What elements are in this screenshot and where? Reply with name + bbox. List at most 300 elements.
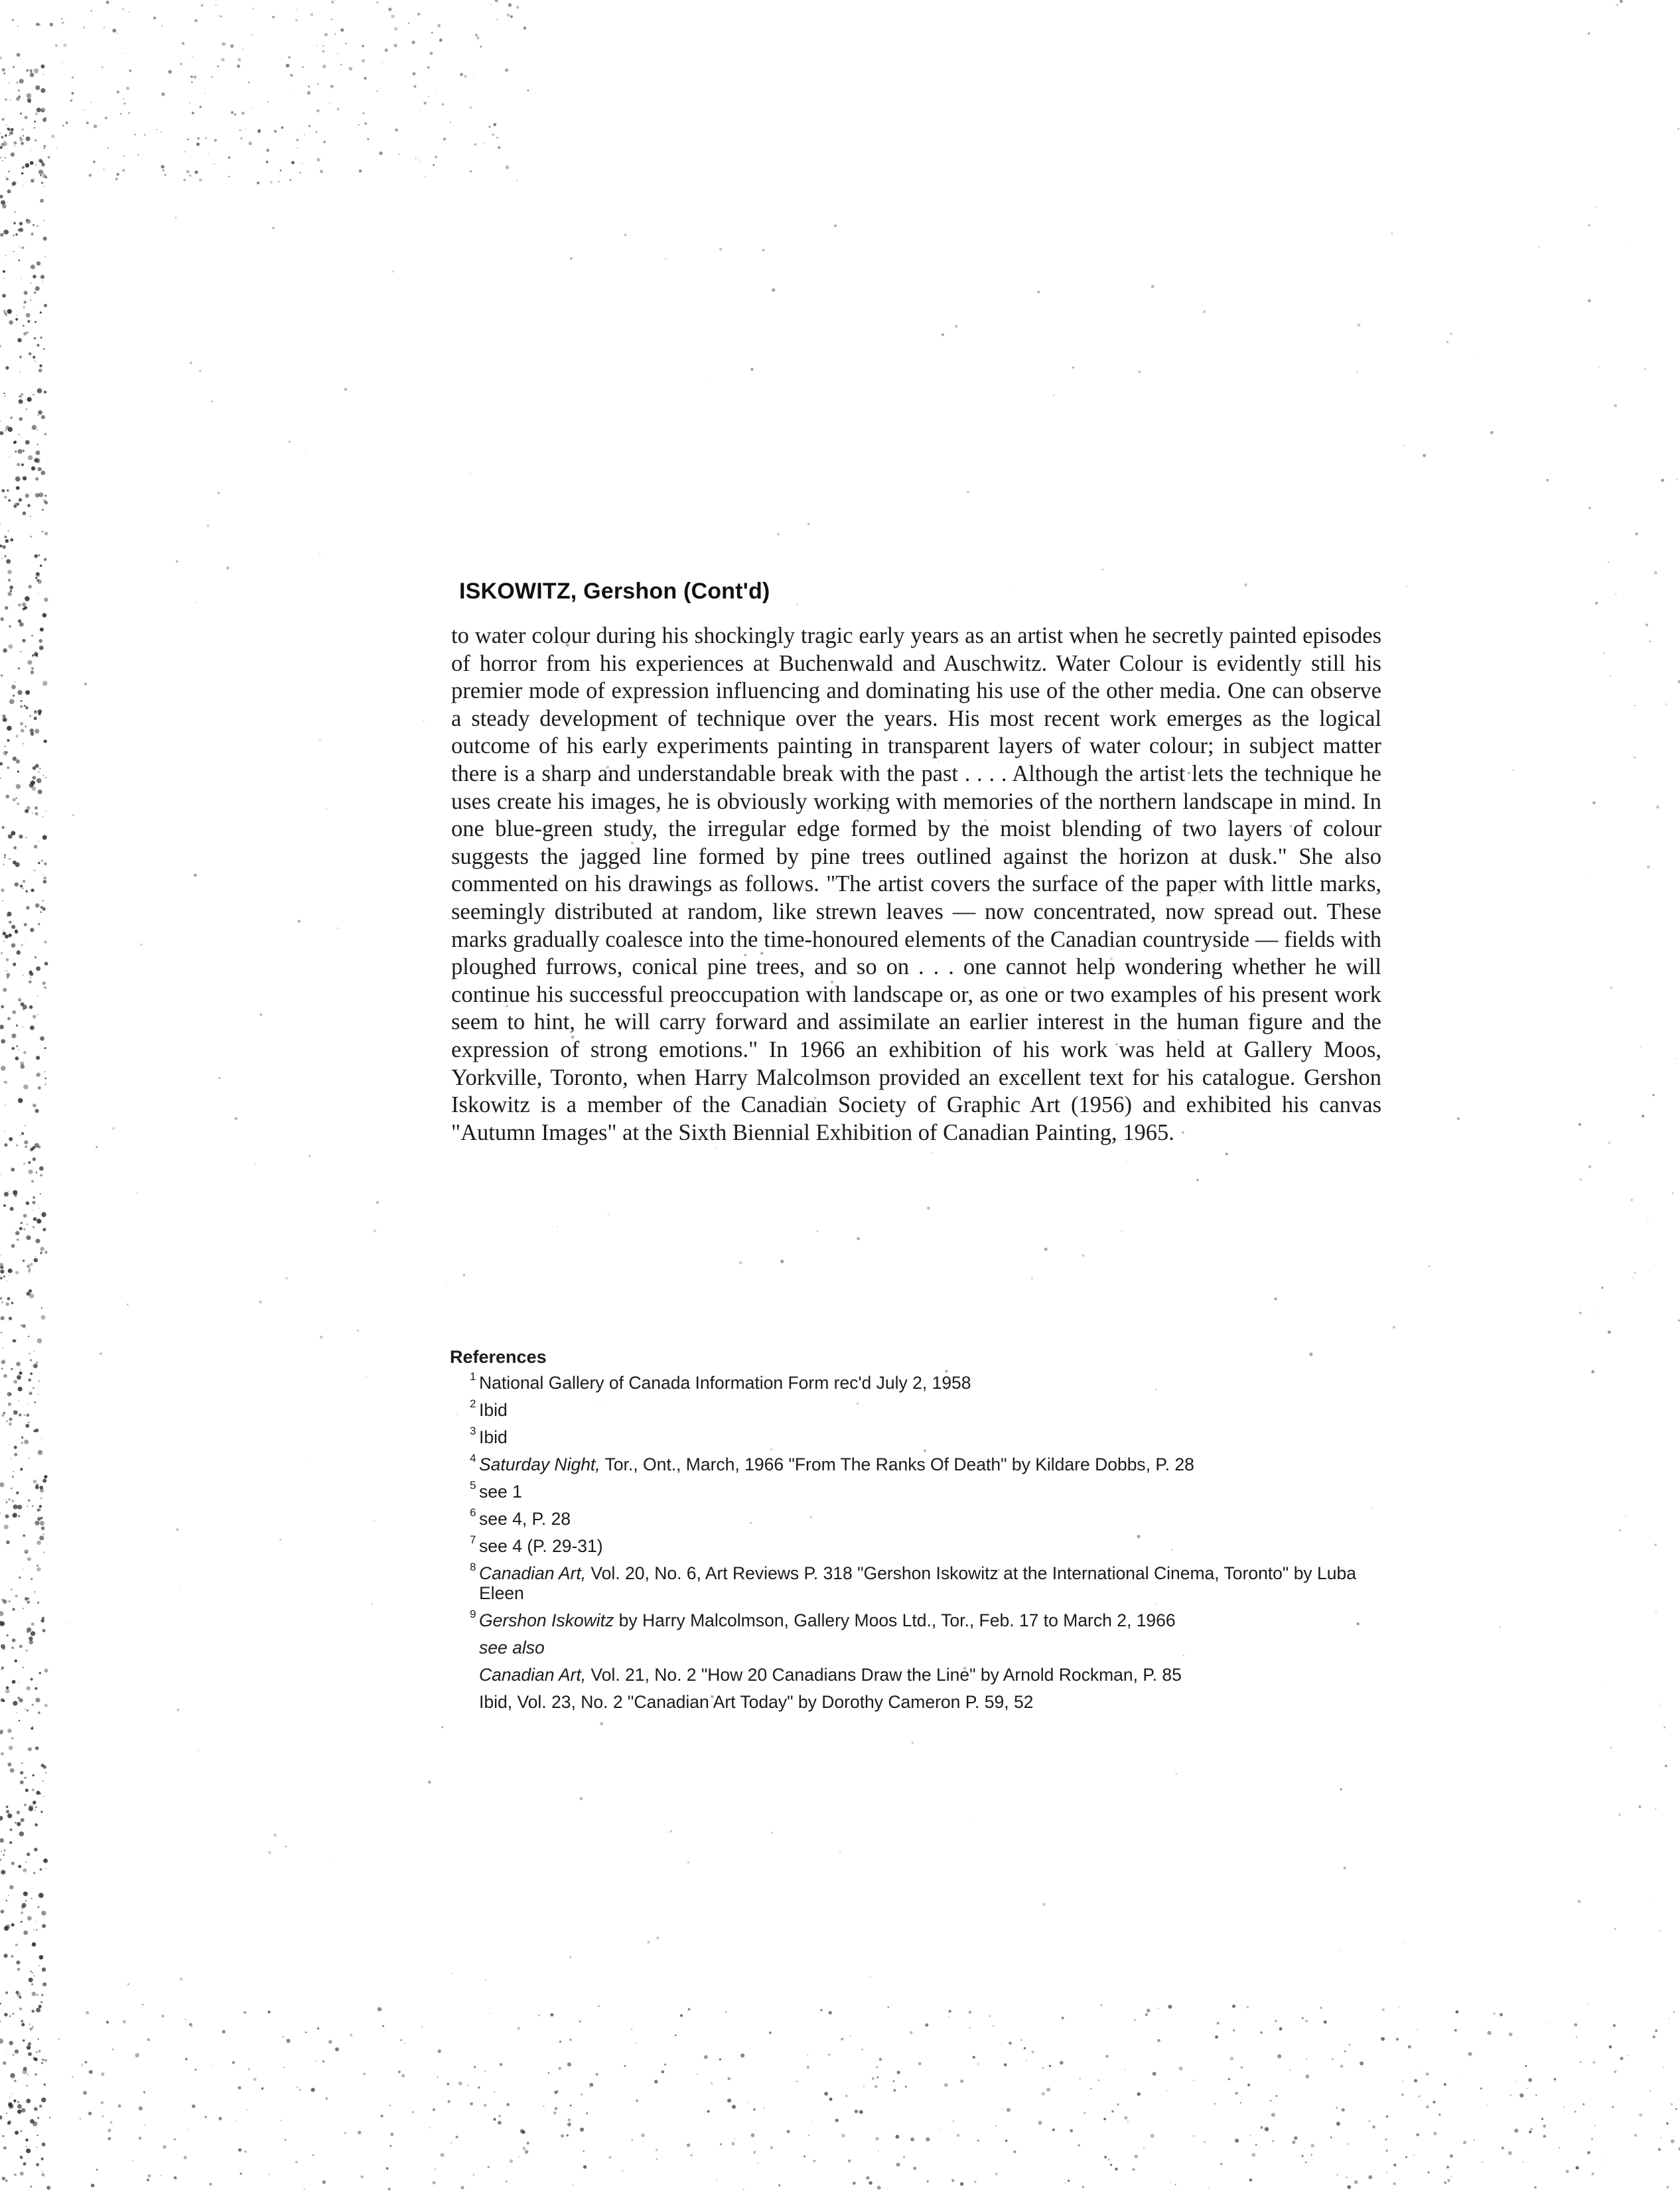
scan-speck bbox=[12, 1011, 16, 1015]
scan-speck bbox=[977, 2140, 979, 2142]
scan-speck bbox=[1655, 1808, 1656, 1809]
scan-speck bbox=[25, 809, 29, 813]
scan-speck bbox=[16, 82, 18, 84]
scan-speck bbox=[9, 644, 13, 649]
scan-speck bbox=[193, 76, 196, 79]
scan-speck bbox=[441, 1727, 443, 1729]
scan-speck bbox=[15, 883, 19, 886]
scan-speck bbox=[334, 33, 336, 35]
scan-speck bbox=[40, 565, 42, 567]
scan-speck bbox=[942, 333, 944, 336]
scan-speck bbox=[1423, 454, 1426, 457]
scan-speck bbox=[23, 975, 24, 976]
scan-speck bbox=[221, 58, 224, 61]
scan-speck bbox=[44, 2084, 46, 2085]
scan-speck bbox=[579, 1797, 583, 1800]
scan-speck bbox=[1619, 1529, 1621, 1531]
scan-speck bbox=[344, 2132, 346, 2134]
scan-speck bbox=[161, 165, 164, 169]
scan-speck bbox=[10, 417, 13, 419]
scan-speck bbox=[25, 1145, 27, 1148]
scan-speck bbox=[25, 1900, 27, 1902]
scan-speck bbox=[43, 908, 46, 910]
scan-speck bbox=[22, 602, 26, 606]
reference-item bbox=[470, 1425, 1385, 1447]
scan-speck bbox=[1566, 2170, 1569, 2173]
scan-speck bbox=[238, 58, 241, 61]
scan-speck bbox=[199, 178, 202, 182]
scan-speck bbox=[358, 2131, 362, 2135]
scan-speck bbox=[0, 778, 1, 779]
scan-speck bbox=[1667, 2186, 1669, 2188]
scan-speck bbox=[1402, 2081, 1403, 2082]
scan-speck bbox=[218, 2117, 222, 2120]
scan-speck bbox=[21, 246, 24, 249]
scan-speck bbox=[217, 66, 219, 68]
scan-speck bbox=[16, 784, 21, 790]
scan-speck bbox=[1342, 2108, 1345, 2111]
scan-speck bbox=[6, 1924, 11, 1929]
scan-speck bbox=[1170, 2182, 1171, 2183]
scan-speck bbox=[688, 2008, 691, 2011]
scan-speck bbox=[1117, 2103, 1119, 2105]
scan-speck bbox=[1240, 2102, 1241, 2103]
scan-speck bbox=[194, 874, 197, 877]
scan-speck bbox=[753, 2151, 756, 2154]
scan-speck bbox=[26, 1202, 30, 1206]
scan-speck bbox=[139, 2137, 141, 2139]
scan-speck bbox=[215, 5, 216, 6]
scan-speck bbox=[147, 2038, 150, 2041]
scan-speck bbox=[17, 690, 22, 695]
scan-speck bbox=[41, 1307, 42, 1308]
scan-speck bbox=[1474, 2139, 1475, 2141]
scan-speck bbox=[804, 2156, 805, 2158]
scan-speck bbox=[927, 2180, 929, 2182]
scan-speck bbox=[38, 492, 43, 497]
scan-speck bbox=[9, 2041, 13, 2046]
scan-speck bbox=[372, 1604, 373, 1605]
scan-speck bbox=[194, 2069, 196, 2071]
scan-speck bbox=[35, 2073, 37, 2076]
scan-speck bbox=[707, 2110, 710, 2113]
scan-speck bbox=[163, 2145, 166, 2149]
scan-speck bbox=[717, 2179, 718, 2180]
scan-speck bbox=[1, 143, 4, 146]
scan-speck bbox=[949, 2010, 951, 2013]
scan-speck bbox=[44, 147, 45, 149]
scan-speck bbox=[807, 2066, 809, 2068]
scan-speck bbox=[656, 2158, 658, 2160]
scan-speck bbox=[391, 15, 395, 19]
scan-speck bbox=[1543, 2125, 1546, 2128]
scan-speck bbox=[1525, 2065, 1527, 2067]
scan-speck bbox=[16, 1362, 21, 1366]
scan-speck bbox=[1510, 2095, 1511, 2096]
scan-speck bbox=[17, 463, 20, 466]
scan-speck bbox=[38, 713, 41, 715]
scan-speck bbox=[1671, 2139, 1675, 2143]
scan-speck bbox=[763, 2108, 764, 2109]
scan-speck bbox=[474, 2066, 476, 2068]
scan-speck bbox=[1053, 395, 1054, 396]
scan-speck bbox=[23, 1163, 25, 1165]
scan-speck bbox=[497, 19, 499, 21]
scan-speck bbox=[6, 973, 10, 977]
scan-speck bbox=[236, 2121, 237, 2122]
scan-speck bbox=[40, 1869, 42, 1871]
scan-speck bbox=[1666, 2122, 1669, 2125]
scan-speck bbox=[349, 67, 353, 71]
scan-speck bbox=[40, 1174, 42, 1176]
scan-speck bbox=[174, 2176, 177, 2180]
scan-speck bbox=[29, 715, 31, 717]
scan-speck bbox=[1598, 366, 1600, 368]
scan-speck bbox=[26, 313, 31, 318]
scan-speck bbox=[553, 2111, 557, 2115]
scan-speck bbox=[430, 52, 433, 55]
scan-speck bbox=[15, 1271, 19, 1275]
scan-speck bbox=[38, 369, 42, 373]
scan-speck bbox=[135, 134, 136, 135]
scan-speck bbox=[117, 91, 119, 94]
scan-speck bbox=[538, 2014, 539, 2016]
scan-speck bbox=[1438, 2114, 1440, 2116]
scan-speck bbox=[116, 173, 119, 176]
scan-speck bbox=[42, 1479, 46, 1483]
scan-speck bbox=[41, 182, 44, 184]
scan-speck bbox=[4, 555, 7, 557]
scan-speck bbox=[286, 64, 289, 67]
scan-speck bbox=[17, 1822, 21, 1826]
scan-speck bbox=[18, 90, 20, 92]
scan-speck bbox=[127, 1983, 129, 1985]
scan-speck bbox=[104, 27, 105, 28]
scan-speck bbox=[26, 1650, 27, 1651]
scan-speck bbox=[1046, 2087, 1050, 2091]
scan-speck bbox=[573, 2184, 574, 2186]
scan-speck bbox=[506, 165, 510, 169]
scan-speck bbox=[1101, 2005, 1102, 2006]
scan-speck bbox=[44, 1047, 46, 1049]
scan-speck bbox=[255, 1163, 256, 1165]
scan-speck bbox=[33, 1103, 36, 1107]
scan-speck bbox=[366, 1376, 367, 1377]
scan-speck bbox=[13, 861, 17, 865]
scan-speck bbox=[1604, 2154, 1605, 2155]
scan-speck bbox=[897, 2071, 900, 2074]
scan-speck bbox=[510, 15, 513, 18]
scan-speck bbox=[21, 1324, 22, 1326]
scan-speck bbox=[382, 2025, 384, 2027]
scan-speck bbox=[42, 900, 44, 901]
scan-speck bbox=[27, 320, 30, 322]
scan-speck bbox=[9, 1316, 12, 1320]
scan-speck bbox=[23, 2162, 27, 2166]
scan-speck bbox=[20, 651, 21, 652]
scan-speck bbox=[470, 171, 472, 173]
scan-speck bbox=[1001, 2109, 1003, 2110]
scan-speck bbox=[24, 1777, 26, 1779]
scan-speck bbox=[496, 137, 498, 138]
scan-speck bbox=[367, 138, 369, 140]
scan-speck bbox=[1, 888, 5, 892]
scan-speck bbox=[26, 2146, 27, 2147]
scan-speck bbox=[1515, 2081, 1516, 2082]
scan-speck bbox=[427, 66, 430, 68]
scan-speck bbox=[948, 2016, 949, 2018]
scan-speck bbox=[9, 625, 11, 627]
scan-speck bbox=[30, 1359, 32, 1361]
scan-speck bbox=[506, 2180, 507, 2182]
scan-speck bbox=[9, 2097, 11, 2098]
scan-speck bbox=[3, 2135, 5, 2137]
scan-speck bbox=[1580, 1178, 1582, 1181]
scan-speck bbox=[845, 2095, 847, 2097]
scan-speck bbox=[19, 2007, 22, 2010]
scan-speck bbox=[1348, 2143, 1349, 2145]
scan-speck bbox=[748, 2102, 749, 2103]
scan-speck bbox=[20, 722, 23, 725]
scan-speck bbox=[16, 759, 20, 763]
scan-speck bbox=[974, 2181, 976, 2183]
scan-speck bbox=[19, 137, 21, 138]
scan-speck bbox=[1402, 2093, 1404, 2095]
scan-speck bbox=[1084, 2112, 1085, 2114]
scan-speck bbox=[862, 2049, 863, 2050]
scan-speck bbox=[36, 2163, 39, 2166]
scan-speck bbox=[41, 1315, 46, 1320]
reference-number: 3 bbox=[470, 1425, 476, 1437]
scan-speck bbox=[1519, 2093, 1523, 2097]
scan-speck bbox=[31, 265, 35, 269]
scan-speck bbox=[23, 1084, 29, 1090]
scan-speck bbox=[176, 1528, 178, 1531]
scan-speck bbox=[13, 234, 15, 236]
scan-speck bbox=[322, 2180, 326, 2184]
scan-speck bbox=[11, 1500, 14, 1502]
scan-speck bbox=[829, 2011, 832, 2014]
scan-speck bbox=[777, 533, 780, 535]
scan-speck bbox=[401, 2074, 405, 2078]
scan-speck bbox=[36, 1791, 40, 1795]
scan-speck bbox=[31, 1622, 35, 1626]
body-paragraph: to water colour during his shockingly tragic early years as an artist when he secretly painted episodes of horror from his experiences at Buchenwald and Auschwitz. Water Colour is evidently still his premier mode of expression influencing and dominating his use of the other media. One can observe a steady development of technique over the years. His most recent work emerges as the logical outcome of his early experiments painting in transparent layers of water colour; in subject matter there is a sharp and understandable break with the past . . . . Although the artist lets the technique he uses create his images, he is obviously working with memories of the northern landscape in mind. In one blue-green study, the irregular edge formed by the moist blending of two layers of colour suggests the jagged line formed by pine trees outlined against the horizon at dusk." She also commented on his drawings as follows. "The artist covers the surface of the paper with little marks, seemingly distributed at random, like strewn leaves — now concentrated, now spread out. These marks gradually coalesce into the time-honoured elements of the Canadian countryside — fields with ploughed furrows, conical pine trees, and so on . . . one cannot help wondering whether he will continue his successful preoccupation with landscape or, as one or two examples of his present work seem to hint, he will carry forward and assimilate an earlier interest in the human figure and the expression of strong emotions." In 1966 an exhibition of his work was held at Gallery Moos, Yorkville, Toronto, when Harry Malcolmson provided an excellent text for his catalogue. Gershon Iskowitz is a member of the Canadian Society of Graphic Art (1956) and exhibited his canvas "Autumn Images" at the Sixth Biennial Exhibition of Canadian Painting, 1965. bbox=[451, 623, 1381, 1145]
scan-speck bbox=[5, 1689, 9, 1693]
scan-speck bbox=[21, 1762, 23, 1764]
scan-speck bbox=[251, 107, 252, 108]
scan-speck bbox=[1024, 2047, 1026, 2049]
scan-speck bbox=[180, 63, 182, 66]
scan-speck bbox=[558, 2067, 561, 2070]
scan-speck bbox=[9, 1137, 13, 1141]
scan-speck bbox=[9, 131, 13, 135]
scan-speck bbox=[3, 1362, 5, 1364]
scan-speck bbox=[184, 2156, 187, 2159]
scan-speck bbox=[21, 729, 25, 733]
scan-speck bbox=[44, 962, 48, 966]
scan-speck bbox=[35, 729, 39, 733]
scan-speck bbox=[32, 1506, 33, 1507]
scan-speck bbox=[470, 473, 471, 474]
scan-speck bbox=[35, 651, 36, 652]
scan-speck bbox=[464, 75, 467, 78]
scan-speck bbox=[192, 2105, 195, 2108]
scan-speck bbox=[31, 179, 35, 183]
scan-speck bbox=[1426, 2072, 1429, 2076]
scan-speck bbox=[42, 2059, 44, 2061]
scan-speck bbox=[1656, 806, 1659, 809]
scan-speck bbox=[510, 2159, 513, 2162]
scan-speck bbox=[17, 803, 19, 806]
scan-speck bbox=[1468, 2052, 1472, 2056]
scan-speck bbox=[1230, 2057, 1233, 2060]
scan-speck bbox=[19, 399, 23, 404]
scan-speck bbox=[1642, 1115, 1644, 1117]
scan-speck bbox=[36, 1567, 40, 1571]
scan-speck bbox=[94, 125, 98, 129]
scan-speck bbox=[44, 1704, 48, 1707]
scan-speck bbox=[326, 2097, 328, 2099]
scan-speck bbox=[42, 173, 44, 175]
scan-speck bbox=[927, 1206, 930, 1210]
scan-speck bbox=[19, 622, 24, 627]
scan-speck bbox=[285, 1846, 286, 1847]
scan-speck bbox=[135, 2053, 139, 2057]
scan-speck bbox=[1037, 291, 1040, 293]
scan-speck bbox=[17, 2109, 21, 2113]
scan-speck bbox=[156, 129, 157, 131]
scan-speck bbox=[21, 2023, 25, 2026]
reference-item bbox=[470, 1561, 1385, 1603]
scan-speck bbox=[148, 2174, 151, 2178]
scan-speck bbox=[3, 72, 5, 74]
scan-speck bbox=[483, 142, 484, 143]
scan-speck bbox=[1608, 561, 1609, 563]
scan-speck bbox=[3, 2147, 7, 2150]
scan-speck bbox=[35, 554, 38, 558]
scan-speck bbox=[1456, 2011, 1459, 2014]
scan-speck bbox=[29, 1269, 31, 1271]
scan-speck bbox=[5, 795, 9, 799]
scan-speck bbox=[309, 125, 311, 127]
scan-speck bbox=[35, 1746, 39, 1750]
scan-speck bbox=[421, 2026, 423, 2028]
scan-speck bbox=[328, 1861, 329, 1862]
scan-speck bbox=[9, 858, 10, 859]
scan-speck bbox=[44, 1475, 47, 1478]
scan-speck bbox=[969, 2011, 971, 2013]
scan-speck bbox=[1108, 2158, 1110, 2160]
scan-speck bbox=[1133, 2168, 1135, 2170]
scan-speck bbox=[40, 1811, 42, 1813]
scan-speck bbox=[877, 2076, 879, 2078]
scan-speck bbox=[112, 2048, 114, 2050]
scan-speck bbox=[11, 925, 15, 929]
scan-speck bbox=[91, 2184, 94, 2187]
scan-speck bbox=[1247, 2006, 1249, 2008]
scan-speck bbox=[15, 2050, 19, 2054]
scan-speck bbox=[17, 1712, 18, 1713]
scan-speck bbox=[42, 681, 48, 686]
scan-speck bbox=[522, 2131, 525, 2134]
scan-speck bbox=[1635, 532, 1638, 535]
reference-source-title: Canadian Art, bbox=[479, 1563, 587, 1583]
scan-speck bbox=[875, 2085, 877, 2087]
scan-speck bbox=[323, 141, 325, 143]
scan-speck bbox=[1305, 2074, 1309, 2078]
scan-speck bbox=[19, 1645, 23, 1648]
scan-speck bbox=[522, 2147, 525, 2150]
scan-speck bbox=[36, 261, 41, 266]
scan-speck bbox=[5, 425, 10, 430]
scan-speck bbox=[896, 2162, 900, 2166]
scan-speck bbox=[680, 2014, 683, 2017]
scan-speck bbox=[13, 1471, 15, 1472]
scan-speck bbox=[778, 2184, 780, 2186]
scan-speck bbox=[23, 476, 27, 480]
scan-speck bbox=[1619, 1814, 1621, 1816]
scan-speck bbox=[28, 1336, 29, 1337]
scan-speck bbox=[161, 2175, 162, 2176]
scan-speck bbox=[34, 1258, 38, 1262]
scan-speck bbox=[1665, 703, 1667, 705]
scan-speck bbox=[863, 2085, 865, 2087]
scan-speck bbox=[524, 27, 527, 30]
scan-speck bbox=[38, 1483, 39, 1484]
scan-speck bbox=[120, 113, 122, 115]
scan-speck bbox=[866, 2176, 869, 2180]
scan-speck bbox=[896, 2135, 900, 2139]
scan-speck bbox=[1332, 2058, 1334, 2060]
scan-speck bbox=[38, 771, 40, 772]
scan-speck bbox=[25, 726, 27, 727]
scan-speck bbox=[877, 2186, 881, 2190]
scan-speck bbox=[35, 1806, 37, 1808]
scan-speck bbox=[1340, 1788, 1342, 1790]
scan-speck bbox=[912, 1742, 914, 1744]
reference-item bbox=[470, 1370, 1385, 1393]
scan-speck bbox=[122, 53, 123, 54]
scan-speck bbox=[1330, 2137, 1332, 2139]
scan-speck bbox=[269, 2174, 270, 2175]
scan-speck bbox=[17, 2101, 20, 2103]
scan-speck bbox=[2, 294, 6, 298]
scan-speck bbox=[41, 470, 46, 475]
scan-speck bbox=[21, 700, 23, 702]
scan-speck bbox=[29, 1170, 33, 1174]
scan-speck bbox=[1265, 2127, 1269, 2131]
scan-speck bbox=[196, 143, 200, 146]
scan-speck bbox=[9, 585, 13, 589]
scan-speck bbox=[1151, 285, 1155, 288]
scan-speck bbox=[23, 307, 25, 308]
scan-speck bbox=[435, 156, 437, 159]
scan-speck bbox=[1143, 2147, 1145, 2149]
scan-speck bbox=[824, 2092, 828, 2096]
scan-speck bbox=[24, 705, 26, 707]
scan-speck bbox=[579, 2020, 581, 2022]
scan-speck bbox=[1, 1005, 4, 1009]
scan-speck bbox=[129, 11, 130, 13]
scan-speck bbox=[1153, 2072, 1156, 2076]
scan-speck bbox=[238, 2149, 242, 2152]
scan-speck bbox=[398, 2071, 401, 2074]
scan-speck bbox=[218, 1077, 220, 1079]
scan-speck bbox=[1594, 2125, 1596, 2126]
scan-speck bbox=[44, 433, 47, 435]
scan-speck bbox=[1661, 478, 1664, 482]
